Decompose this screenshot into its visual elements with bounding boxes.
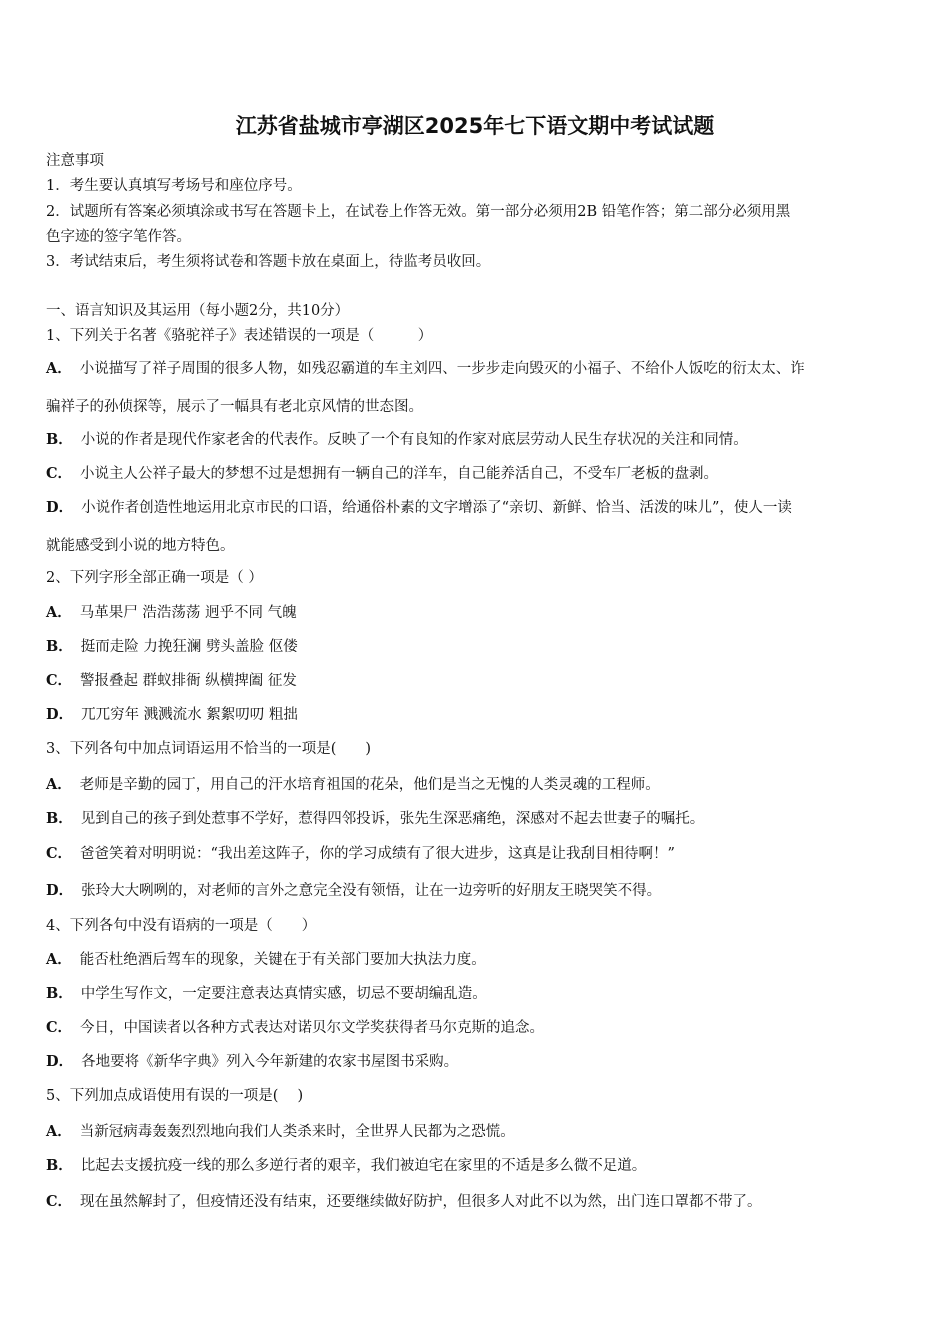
section-heading: 一、语言知识及其运用（每小题2分，共10分）: [46, 303, 350, 319]
option-text: 今日，中国读者以各种方式表达对诺贝尔文学奖获得者马尔克斯的追念。: [80, 1020, 545, 1036]
option: [46, 464, 718, 484]
option-text: 老师是辛勤的园丁，用自己的汗水培育祖国的花朵，他们是当之无愧的人类灵魂的工程师。: [79, 777, 660, 793]
option: [46, 671, 297, 691]
option-text: 能否杜绝酒后驾车的现象，关键在于有关部门要加大执法力度。: [79, 952, 486, 968]
notice-item: 3．考试结束后，考生须将试卷和答题卡放在桌面上，待监考员收回。: [46, 254, 491, 270]
option-label: B．: [46, 431, 73, 448]
option-text: 挺而走险 力挽狂澜 劈头盖脸 伛偻: [80, 639, 298, 655]
option-label: B．: [46, 810, 73, 827]
option: [46, 881, 661, 901]
question-stem: 5、下列加点成语使用有误的一项是( ): [46, 1088, 304, 1104]
option-text: 警报叠起 群蚁排衙 纵横捭阖 征发: [80, 673, 297, 689]
option: [46, 775, 660, 795]
question-stem: 2、下列字形全部正确一项是（ ）: [46, 570, 263, 586]
option-label: B．: [46, 985, 73, 1002]
page-title: 江苏省盐城市亭湖区2025年七下语文期中考试试题: [235, 114, 715, 138]
option-label: D．: [46, 1053, 74, 1070]
option: [46, 1018, 544, 1038]
question-stem: 3、下列各句中加点词语运用不恰当的一项是( ): [46, 741, 372, 757]
option-continued: 骗祥子的孙侦探等，展示了一幅具有老北京风情的世态图。: [46, 399, 423, 415]
option-label: D．: [46, 706, 74, 723]
option-label: C．: [46, 1193, 73, 1210]
option-label: A．: [46, 360, 72, 377]
option: [46, 984, 487, 1004]
option: [46, 1156, 646, 1176]
option-text: 小说描写了祥子周围的很多人物，如残忍霸道的车主刘四、一步步走向毁灭的小福子、不给仆人饭吃的衍太太、诈: [79, 361, 805, 377]
notice-item: 1．考生要认真填写考场号和座位序号。: [46, 178, 302, 194]
option-text: 见到自己的孩子到处惹事不学好，惹得四邻投诉，张先生深恶痛绝，深感对不起去世妻子的嘱托。: [80, 811, 705, 827]
option-label: C．: [46, 465, 73, 482]
notice-item: 2．试题所有答案必须填涂或书写在答题卡上，在试卷上作答无效。第一部分必须用2B 铅笔作答；第二部分必须用黑: [46, 204, 791, 220]
option-label: C．: [46, 845, 73, 862]
option-text: 比起去支援抗疫一线的那么多逆行者的艰辛，我们被迫宅在家里的不适是多么微不足道。: [80, 1158, 647, 1174]
option: [46, 430, 748, 450]
option: [46, 844, 675, 864]
option-text: 中学生写作文，一定要注意表达真情实感，切忌不要胡编乱造。: [80, 986, 487, 1002]
option-text: 张玲大大咧咧的，对老师的言外之意完全没有领悟，让在一边旁听的好朋友王晓哭笑不得。: [81, 883, 662, 899]
option-label: B．: [46, 1157, 73, 1174]
option: [46, 637, 298, 657]
option: [46, 359, 805, 379]
option-label: C．: [46, 672, 73, 689]
option-label: A．: [46, 951, 72, 968]
notice-heading: 注意事项: [46, 153, 104, 169]
question-stem: 4、下列各句中没有语病的一项是（ ）: [46, 918, 317, 934]
option-label: D．: [46, 499, 74, 516]
option-label: A．: [46, 604, 72, 621]
option-text: 小说作者创造性地运用北京市民的口语，给通俗朴素的文字增添了“亲切、新鲜、恰当、活泼的味儿”，使人一读: [81, 500, 792, 516]
option-label: A．: [46, 776, 72, 793]
option-text: 小说主人公祥子最大的梦想不过是想拥有一辆自己的洋车，自己能养活自己，不受车厂老板的盘剥。: [80, 466, 719, 482]
option-text: 现在虽然解封了，但疫情还没有结束，还要继续做好防护，但很多人对此不以为然，出门连口罩都不带了。: [80, 1194, 762, 1210]
option-text: 各地要将《新华字典》列入今年新建的农家书屋图书采购。: [81, 1054, 459, 1070]
question-stem: 1、下列关于名著《骆驼祥子》表述错误的一项是（ ）: [46, 328, 433, 344]
option: [46, 1052, 458, 1072]
option: [46, 1122, 515, 1142]
option: [46, 705, 298, 725]
option-text: 马革果尸 浩浩荡荡 迥乎不同 气魄: [79, 605, 297, 621]
option-label: A．: [46, 1123, 72, 1140]
option-text: 小说的作者是现代作家老舍的代表作。反映了一个有良知的作家对底层劳动人民生存状况的关注和同情。: [80, 432, 748, 448]
option-text: 爸爸笑着对明明说：“我出差这阵子，你的学习成绩有了很大进步，这真是让我刮目相待啊！”: [80, 846, 675, 862]
option-label: D．: [46, 882, 74, 899]
option: [46, 809, 704, 829]
option-label: C．: [46, 1019, 73, 1036]
option-text: 兀兀穷年 溅溅流水 絮絮叨叨 粗拙: [81, 707, 298, 723]
option: [46, 1192, 762, 1212]
option: [46, 498, 792, 518]
option-label: B．: [46, 638, 73, 655]
notice-item: 色字迹的签字笔作答。: [46, 229, 191, 245]
option-continued: 就能感受到小说的地方特色。: [46, 538, 235, 554]
option-text: 当新冠病毒轰轰烈烈地向我们人类杀来时，全世界人民都为之恐慌。: [79, 1124, 515, 1140]
option: [46, 603, 297, 623]
option: [46, 950, 486, 970]
